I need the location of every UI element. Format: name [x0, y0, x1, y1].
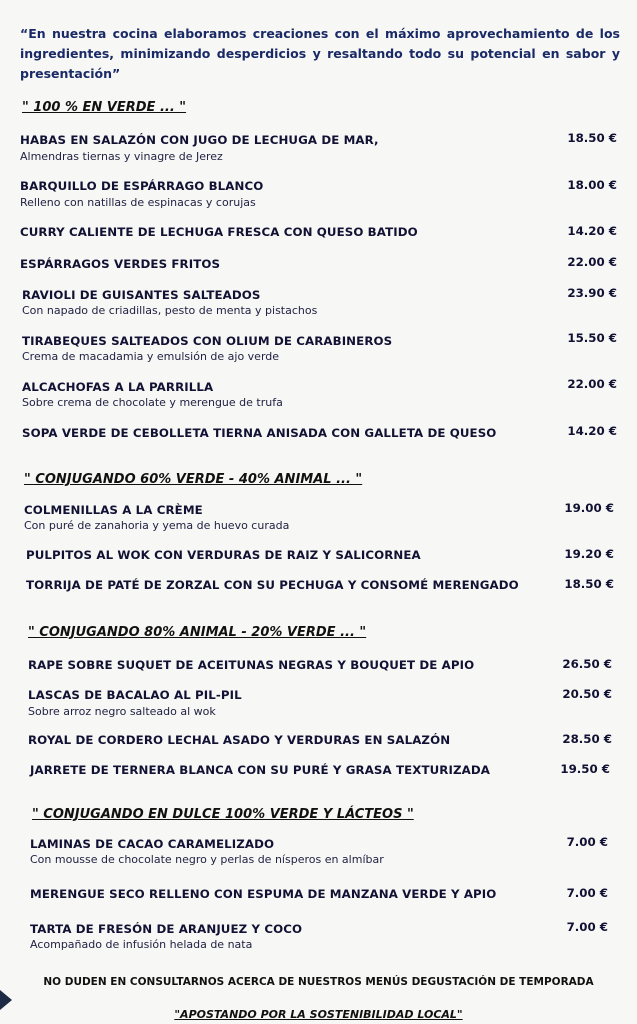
dish-name: LAMINAS DE CACAO CARAMELIZADO [30, 837, 275, 851]
dish-price: 22.00 € [567, 377, 617, 391]
dish-price: 18.00 € [567, 178, 617, 192]
dish-name: TIRABEQUES SALTEADOS CON OLIUM DE CARABINEROS [22, 334, 393, 348]
dish-description: Almendras tiernas y vinagre de Jerez [20, 150, 223, 163]
footer-note: NO DUDEN EN CONSULTARNOS ACERCA DE NUESTROS MENÚS DEGUSTACIÓN DE TEMPORADA [43, 976, 594, 988]
dish-name: HABAS EN SALAZÓN CON JUGO DE LECHUGA DE MAR, [20, 133, 379, 147]
dish-price: 22.00 € [567, 255, 617, 269]
dish-name: RAVIOLI DE GUISANTES SALTEADOS [22, 288, 261, 302]
dish-price: 20.50 € [562, 687, 612, 701]
dish-description: Con puré de zanahoria y yema de huevo curada [24, 519, 290, 532]
dish-name: SOPA VERDE DE CEBOLLETA TIERNA ANISADA CON GALLETA DE QUESO [22, 426, 497, 440]
dish-name: LASCAS DE BACALAO AL PIL-PIL [28, 688, 242, 702]
dish-price: 19.20 € [564, 547, 614, 561]
dish-name: COLMENILLAS A LA CRÈME [24, 503, 203, 517]
section-title: " CONJUGANDO EN DULCE 100% VERDE Y LÁCTEOS " [32, 807, 414, 822]
dish-price: 26.50 € [562, 657, 612, 671]
intro-text: “En nuestra cocina elaboramos creaciones con el máximo aprovechamiento de los ingredientes, minimizando desperdicios y resaltando todo su potencial en sabor y presentación” [20, 26, 620, 81]
dish-description: Acompañado de infusión helada de nata [30, 938, 253, 951]
dish-description: Sobre crema de chocolate y merengue de trufa [22, 396, 283, 409]
dish-name: ESPÁRRAGOS VERDES FRITOS [20, 257, 221, 271]
section-title: " CONJUGANDO 60% VERDE - 40% ANIMAL ... " [24, 472, 363, 487]
dish-name: PULPITOS AL WOK CON VERDURAS DE RAIZ Y SALICORNEA [26, 548, 421, 562]
dish-price: 28.50 € [562, 732, 612, 746]
dish-description: Con mousse de chocolate negro y perlas de nísperos en almíbar [30, 853, 384, 866]
dish-price: 14.20 € [567, 424, 617, 438]
dish-price: 23.90 € [567, 286, 617, 300]
dish-description: Crema de macadamia y emulsión de ajo verde [22, 350, 280, 363]
dish-price: 18.50 € [567, 131, 617, 145]
dish-price: 19.00 € [564, 501, 614, 515]
dish-price: 19.50 € [560, 762, 610, 776]
dish-description: Con napado de criadillas, pesto de menta y pistachos [22, 304, 318, 317]
dish-name: ROYAL DE CORDERO LECHAL ASADO Y VERDURAS EN SALAZÓN [28, 733, 451, 747]
section-title: " CONJUGANDO 80% ANIMAL - 20% VERDE ... " [28, 625, 367, 640]
dish-name: BARQUILLO DE ESPÁRRAGO BLANCO [20, 179, 264, 193]
section-title: " 100 % EN VERDE ... " [22, 100, 187, 115]
dish-name: JARRETE DE TERNERA BLANCA CON SU PURÉ Y GRASA TEXTURIZADA [30, 763, 490, 777]
dish-name: MERENGUE SECO RELLENO CON ESPUMA DE MANZANA VERDE Y APIO [30, 887, 497, 901]
dish-price: 7.00 € [566, 886, 608, 900]
dish-name: ALCACHOFAS A LA PARRILLA [22, 380, 214, 394]
dish-description: Relleno con natillas de espinacas y corujas [20, 196, 256, 209]
dish-price: 7.00 € [566, 835, 608, 849]
dish-name: RAPE SOBRE SUQUET DE ACEITUNAS NEGRAS Y BOUQUET DE APIO [28, 658, 475, 672]
dish-name: CURRY CALIENTE DE LECHUGA FRESCA CON QUESO BATIDO [20, 225, 418, 239]
dish-price: 18.50 € [564, 577, 614, 591]
slogan: "APOSTANDO POR LA SOSTENIBILIDAD LOCAL" [174, 1008, 463, 1021]
corner-mark [0, 990, 12, 1010]
dish-price: 15.50 € [567, 331, 617, 345]
dish-name: TARTA DE FRESÓN DE ARANJUEZ Y COCO [30, 922, 303, 936]
dish-name: TORRIJA DE PATÉ DE ZORZAL CON SU PECHUGA Y CONSOMÉ MERENGADO [26, 578, 519, 592]
dish-description: Sobre arroz negro salteado al wok [28, 705, 216, 718]
dish-price: 14.20 € [567, 224, 617, 238]
dish-price: 7.00 € [566, 920, 608, 934]
